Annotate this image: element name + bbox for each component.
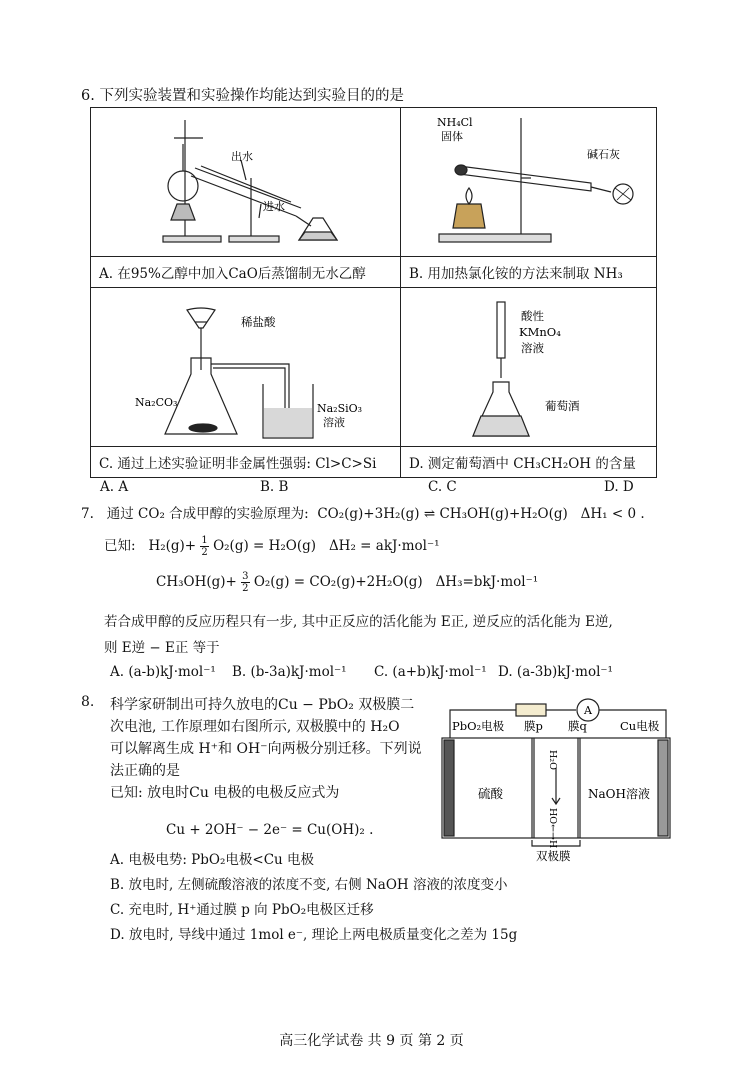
label-solution-c: 溶液 <box>323 416 345 429</box>
q8-stem-line-3: 可以解离生成 H⁺和 OH⁻向两极分别迁移。下列说 <box>110 741 422 757</box>
label-in-water: 进水 <box>263 200 285 213</box>
q7-eq3-line <box>156 571 538 594</box>
q7-eq3-frac-den: 2 <box>242 583 249 594</box>
q7-option-d[interactable]: D. (a-3b)kJ·mol⁻¹ <box>498 664 613 680</box>
q8-option-c[interactable]: C. 充电时, H⁺通过膜 p 向 PbO₂电极区迁移 <box>110 902 374 918</box>
q8-option-a[interactable]: A. 电极电势: PbO₂电极<Cu 电极 <box>110 852 315 868</box>
q8-option-b[interactable]: B. 放电时, 左侧硫酸溶液的浓度不变, 右侧 NaOH 溶液的浓度变小 <box>110 877 508 893</box>
q8-reaction: Cu + 2OH⁻ − 2e⁻ = Cu(OH)₂ . <box>166 822 374 838</box>
q7-main-eq-right: CH₃OH(g)+H₂O(g) <box>439 506 568 522</box>
q7-eq3-frac-num: 3 <box>242 571 249 582</box>
label-naoh-solution: NaOH溶液 <box>588 787 650 801</box>
label-sulfuric-acid: 硫酸 <box>478 786 504 801</box>
q6-option-d[interactable]: D. D <box>604 479 634 495</box>
label-soda-lime: 碱石灰 <box>587 148 620 161</box>
label-cu-electrode: Cu电极 <box>620 719 660 733</box>
q6-cell-a-image <box>91 108 401 257</box>
q7-number: 7. <box>81 506 94 522</box>
q6-caption-d: D. 测定葡萄酒中 CH₃CH₂OH 的含量 <box>401 447 657 478</box>
q7-main-eq-arrow: ⇌ <box>423 506 436 522</box>
label-nh4cl: NH₄Cl <box>437 116 473 129</box>
q7-line2: 则 E逆 − E正 等于 <box>104 640 220 656</box>
label-bipolar-membrane: 双极膜 <box>536 849 571 862</box>
q7-option-b[interactable]: B. (b-3a)kJ·mol⁻¹ <box>232 664 347 680</box>
distillation-apparatus-diagram <box>91 108 399 256</box>
label-out-water: 出水 <box>231 150 253 163</box>
q6-cell-b-image <box>401 108 657 257</box>
label-membrane-p: 膜p <box>524 719 543 733</box>
label-dilute-hcl: 稀盐酸 <box>241 315 276 329</box>
label-ion-flow: HO←→H <box>547 808 558 849</box>
q6-option-b[interactable]: B. B <box>260 479 289 495</box>
q8-stem <box>110 694 422 804</box>
label-wine: 葡萄酒 <box>545 399 580 413</box>
q7-eq2-left: H₂(g)+ <box>148 538 197 554</box>
q6-caption-c: C. 通过上述实验证明非金属性强弱: Cl>C>Si <box>91 447 401 478</box>
ammonia-prep-apparatus-diagram <box>401 108 655 256</box>
ammeter-icon: A <box>584 704 592 717</box>
label-h2o: H₂O <box>547 750 558 770</box>
q7-eq2-dh: ΔH₂ = akJ·mol⁻¹ <box>328 538 440 554</box>
q7-eq3-dh: ΔH₃=bkJ·mol⁻¹ <box>435 574 539 590</box>
q7-eq2-fraction <box>200 535 208 558</box>
q8-options <box>110 848 517 948</box>
q7-main-eq-left: CO₂(g)+3H₂(g) <box>317 506 420 522</box>
q7-known: 已知: <box>104 538 136 554</box>
q6-cell-c-image <box>91 288 401 447</box>
label-na2co3: Na₂CO₃ <box>135 396 178 409</box>
wine-titration-apparatus-diagram <box>401 288 655 446</box>
label-pbo2-electrode: PbO₂电极 <box>452 719 505 733</box>
q8-stem-line-1: 科学家研制出可持久放电的Cu − PbO₂ 双极膜二 <box>110 697 415 713</box>
q6-title <box>81 84 404 105</box>
label-membrane-q: 膜q <box>568 719 587 733</box>
bipolar-membrane-battery-diagram <box>438 690 674 862</box>
q8-known: 已知: 放电时Cu 电极的电极反应式为 <box>110 785 340 801</box>
q7-stem: 通过 CO₂ 合成甲醇的实验原理为: <box>106 506 309 522</box>
q6-option-a[interactable]: A. A <box>100 479 129 495</box>
nonmetal-strength-apparatus-diagram <box>91 288 399 446</box>
q7-eq3-left: CH₃OH(g)+ <box>156 574 237 590</box>
q7-main-eq-dh: ΔH₁ < 0 . <box>580 506 645 522</box>
q6-cell-d-image <box>401 288 657 447</box>
q7-eq3-right: O₂(g) = CO₂(g)+2H₂O(g) <box>253 574 423 590</box>
label-kmno4: KMnO₄ <box>519 325 561 339</box>
label-acidic: 酸性 <box>521 309 544 323</box>
q6-caption-a: A. 在95%乙醇中加入CaO后蒸馏制无水乙醇 <box>91 257 401 288</box>
q7-option-a[interactable]: A. (a-b)kJ·mol⁻¹ <box>110 664 216 680</box>
q8-option-d[interactable]: D. 放电时, 导线中通过 1mol e⁻, 理论上两电极质量变化之差为 15g <box>110 927 518 943</box>
q6-option-c[interactable]: C. C <box>428 479 457 495</box>
q8-stem-line-4: 法正确的是 <box>110 763 180 779</box>
q7-eq2-frac-num: 1 <box>201 535 208 546</box>
q6-number: 6. <box>81 88 95 104</box>
q8-stem-line-2: 次电池, 工作原理如右图所示, 双极膜中的 H₂O <box>110 719 400 735</box>
q7-eq3-fraction <box>241 571 249 594</box>
q7-eq2-frac-den: 2 <box>201 547 208 558</box>
q6-caption-b: B. 用加热氯化铵的方法来制取 NH₃ <box>401 257 657 288</box>
q7-option-c[interactable]: C. (a+b)kJ·mol⁻¹ <box>374 664 487 680</box>
page-footer: 高三化学试卷 共 9 页 第 2 页 <box>279 1033 464 1049</box>
q6-stem: 下列实验装置和实验操作均能达到实验目的的是 <box>99 88 404 104</box>
label-na2sio3: Na₂SiO₃ <box>317 402 363 415</box>
label-solid: 固体 <box>441 130 463 143</box>
label-solution-d: 溶液 <box>521 341 544 355</box>
q7-eq2-line <box>104 534 439 558</box>
q7-line1: 若合成甲醇的反应历程只有一步, 其中正反应的活化能为 E正, 逆反应的活化能为 E逆, <box>104 614 613 630</box>
q6-apparatus-table <box>90 107 657 478</box>
q8-number: 8. <box>81 694 95 710</box>
q7-stem-line <box>81 502 645 522</box>
q7-eq2-right: O₂(g) = H₂O(g) <box>213 538 317 554</box>
